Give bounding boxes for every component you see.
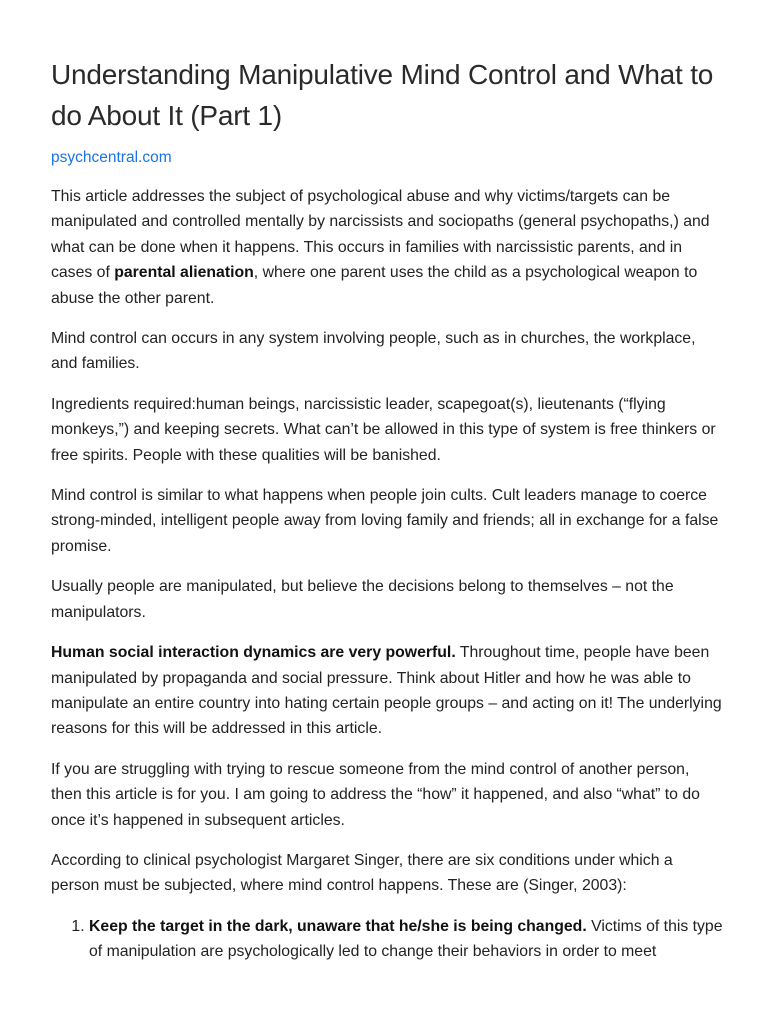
paragraph-mind-control-systems: Mind control can occurs in any system involving people, such as in churches, the workplace, and families. [51,330,696,373]
article [51,54,723,965]
article-body [51,184,723,965]
paragraph-manipulated: Usually people are manipulated, but believe the decisions belong to themselves – not the manipulators. [51,578,674,621]
list-item-bold: Keep the target in the dark, unaware that he/she is being changed. [89,917,587,935]
paragraph-rescue: If you are struggling with trying to rescue someone from the mind control of another person, then this article is for you. I am going to address the “how” it happened, and also “what” to do once it’s happened in subsequent articles. [51,760,700,829]
parental-alienation-bold: parental alienation [114,264,254,282]
article-title: Understanding Manipulative Mind Control and What to do About It (Part 1) [51,59,714,131]
social-dynamics-bold: Human social interaction dynamics are very powerful. [51,644,456,662]
paragraph-intro [51,184,723,311]
source-link[interactable]: psychcentral.com [51,149,172,166]
paragraph-intro-text-a: This article addresses the subject of psychological abuse and why victims/targets can be manipulated and controlled mentally by narcissists and sociopaths (general psychopaths,) and what can be done when it happens. This occurs in families with narcissistic parents, and in cases of [51,188,710,282]
list-item [89,914,723,965]
list-item-text: Victims of this type of manipulation are psychologically led to change their behaviors in order to meet [89,917,723,961]
conditions-list [51,914,723,965]
paragraph-singer: According to clinical psychologist Margaret Singer, there are six conditions under which a person must be subjected, where mind control happens. These are (Singer, 2003): [51,851,673,895]
paragraph-cults: Mind control is similar to what happens when people join cults. Cult leaders manage to coerce strong-minded, intelligent people away from loving family and friends; all in exchange for a false promise. [51,487,719,555]
paragraph-social-dynamics [51,640,723,742]
paragraph-ingredients: Ingredients required:human beings, narcissistic leader, scapegoat(s), lieutenants (“flying monkeys,”) and keeping secrets. What can’t be allowed in this type of system is free thinkers or free spirits. People with these qualities will be banished. [51,395,716,464]
paragraph-intro-text-b: , where one parent uses the child as a psychological weapon to abuse the other parent. [51,264,698,307]
social-dynamics-text: Throughout time, people have been manipulated by propaganda and social pressure. Think about Hitler and how he was able to manipulate an entire country into hating certain people groups – and acting on it! The underlying reasons for this will be addressed in this article. [51,644,722,738]
